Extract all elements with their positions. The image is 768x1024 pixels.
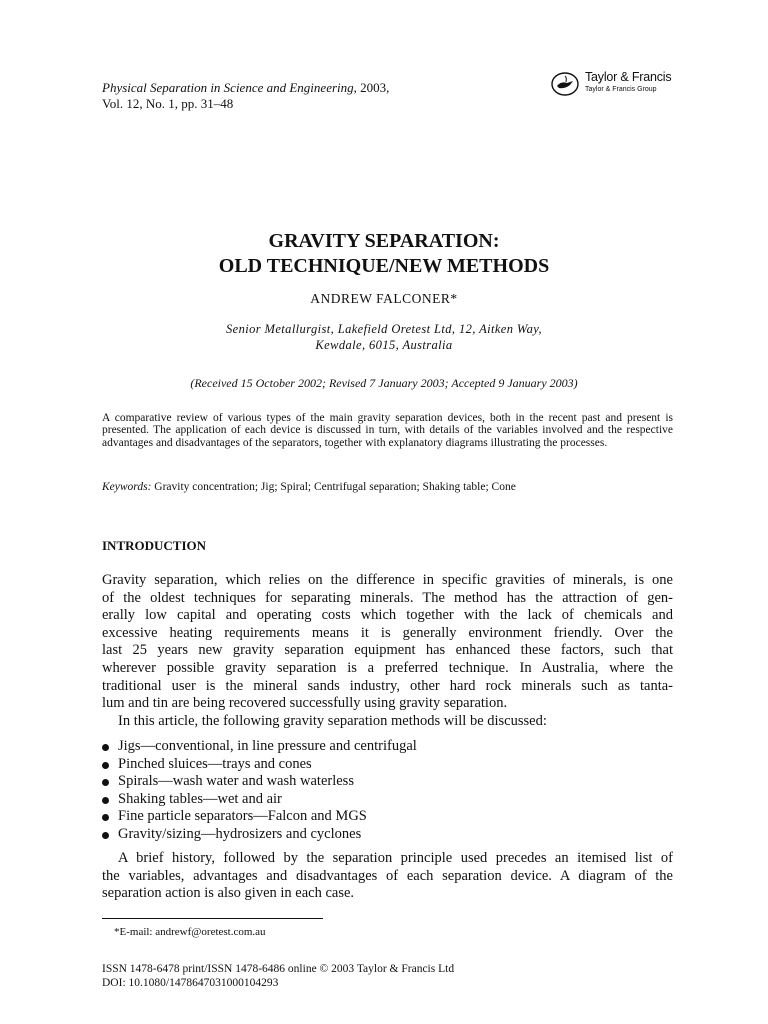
bullet-icon xyxy=(102,762,109,769)
body-line: In this article, the following gravity separation methods will be discussed: xyxy=(118,712,547,729)
introduction-paragraph xyxy=(102,572,673,730)
journal-citation xyxy=(102,80,389,112)
list-item-text: Shaking tables—wet and air xyxy=(118,790,282,807)
list-item xyxy=(102,738,673,756)
keywords-text: Gravity concentration; Jig; Spiral; Centrifugal separation; Shaking table; Cone xyxy=(154,481,516,493)
issn-line: ISSN 1478-6478 print/ISSN 1478-6486 online © 2003 Taylor & Francis Ltd xyxy=(102,963,455,975)
list-item-text: Fine particle separators—Falcon and MGS xyxy=(118,808,367,825)
list-item xyxy=(102,756,673,774)
closing-paragraph xyxy=(102,850,673,903)
list-item xyxy=(102,826,673,844)
body-line: Gravity separation, which relies on the difference in specific gravities of minerals, is one xyxy=(102,572,673,588)
section-heading-introduction: INTRODUCTION xyxy=(102,538,207,553)
body-line: the variables, advantages and disadvantages of each separation device. A diagram of the xyxy=(102,867,673,884)
body-line: lum and tin are being recovered successfully using gravity separation. xyxy=(102,695,508,712)
publisher-group: Taylor & Francis Group xyxy=(585,86,657,93)
paper-title-line-2: OLD TECHNIQUE/NEW METHODS xyxy=(218,255,550,277)
journal-name: Physical Separation in Science and Engineering xyxy=(102,80,354,95)
affiliation-line-1: Senior Metallurgist, Lakefield Oretest Ltd, 12, Aitken Way, xyxy=(225,322,543,336)
bullet-icon xyxy=(102,779,109,786)
body-line: of the oldest techniques for separating minerals. The method has the attraction of gen- xyxy=(102,589,673,606)
list-item-text: Jigs—conventional, in line pressure and centrifugal xyxy=(118,738,417,754)
bullet-icon xyxy=(102,797,109,804)
body-line: last 25 years new gravity separation equipment has enhanced these factors, such that xyxy=(102,642,673,659)
bullet-icon xyxy=(102,744,109,751)
footnote-email: *E-mail: andrewf@oretest.com.au xyxy=(114,926,266,938)
footnote-divider xyxy=(102,918,323,919)
list-item-text: Spirals—wash water and wash waterless xyxy=(118,773,354,790)
list-item-text: Gravity/sizing—hydrosizers and cyclones xyxy=(118,825,362,842)
journal-year: , 2003, xyxy=(353,80,390,95)
body-line: traditional user is the mineral sands industry, other hard rock minerals such as tanta- xyxy=(102,677,673,694)
bullet-icon xyxy=(102,814,109,821)
body-line: wherever possible gravity separation is a preferred technique. In Australia, where the xyxy=(102,659,673,676)
taylor-francis-lamp-icon xyxy=(551,72,579,96)
methods-list xyxy=(102,738,673,844)
list-item xyxy=(102,791,673,809)
abstract: A comparative review of various types of the main gravity separation devices, both in the recent past and present is presented. The application of each device is discussed in turn, with details of the variables involved and the respective advantages and disadvantages of the separators, together with explanatory diagrams illustrating the processes. xyxy=(102,412,673,449)
received-dates: (Received 15 October 2002; Revised 7 January 2003; Accepted 9 January 2003) xyxy=(190,376,578,390)
keywords xyxy=(102,481,516,493)
list-item-text: Pinched sluices—trays and cones xyxy=(118,755,312,772)
list-item xyxy=(102,773,673,791)
affiliation-line-2: Kewdale, 6015, Australia xyxy=(315,338,453,352)
body-line: A brief history, followed by the separation principle used precedes an itemised list of xyxy=(118,850,673,866)
body-line: separation action is also given in each case. xyxy=(102,885,355,902)
keywords-label: Keywords: xyxy=(102,481,152,493)
publisher-brand: Taylor & Francis xyxy=(585,70,672,84)
list-item xyxy=(102,808,673,826)
body-line: erally low capital and operating costs which together with the lack of chemicals and xyxy=(102,607,673,624)
doi-line: DOI: 10.1080/1478647031000104293 xyxy=(102,977,279,989)
bullet-icon xyxy=(102,832,109,839)
paper-title-line-1: GRAVITY SEPARATION: xyxy=(268,230,500,252)
journal-volume: Vol. 12, No. 1, pp. 31–48 xyxy=(102,96,234,111)
author-name: ANDREW FALCONER* xyxy=(310,291,458,306)
publisher-logo xyxy=(551,70,681,100)
body-line: excessive heating requirements means it is generally environment friendly. Over the xyxy=(102,624,673,641)
issn-doi xyxy=(102,962,454,990)
